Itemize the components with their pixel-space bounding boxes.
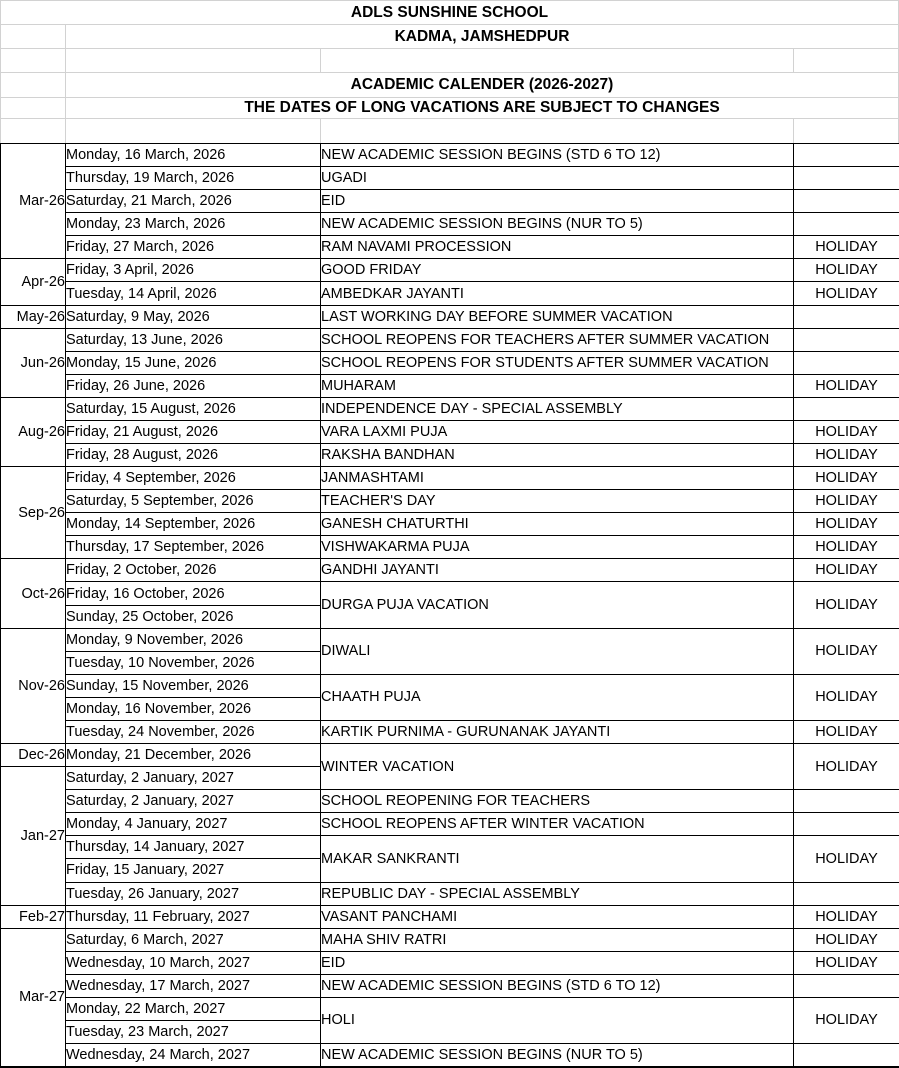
calendar-row	[1, 628, 899, 651]
calendar-row	[1, 836, 899, 859]
calendar-row	[1, 905, 899, 928]
date-cell: Friday, 27 March, 2026	[66, 236, 321, 259]
date-cell: Monday, 16 March, 2026	[66, 144, 321, 167]
holiday-cell	[794, 790, 899, 813]
date-cell: Wednesday, 24 March, 2027	[66, 1044, 321, 1067]
event-cell: VASANT PANCHAMI	[321, 905, 794, 928]
holiday-cell: HOLIDAY	[794, 559, 899, 582]
calendar-row	[1, 259, 899, 282]
date-cell: Saturday, 15 August, 2026	[66, 397, 321, 420]
calendar-row	[1, 351, 899, 374]
holiday-cell	[794, 882, 899, 905]
header-blank-row	[1, 49, 898, 73]
calendar-row	[1, 420, 899, 443]
calendar-row	[1, 559, 899, 582]
calendar-row	[1, 236, 899, 259]
calendar-subtitle-row	[1, 98, 898, 119]
school-location-row	[1, 25, 898, 49]
calendar-row	[1, 1044, 899, 1067]
event-cell: WINTER VACATION	[321, 744, 794, 790]
header-spacer-cell	[1, 49, 66, 72]
date-cell: Monday, 16 November, 2026	[66, 697, 321, 720]
date-cell: Saturday, 6 March, 2027	[66, 928, 321, 951]
holiday-cell	[794, 167, 899, 190]
date-cell: Friday, 2 October, 2026	[66, 559, 321, 582]
date-cell: Wednesday, 17 March, 2027	[66, 974, 321, 997]
calendar-row	[1, 744, 899, 767]
event-cell: TEACHER'S DAY	[321, 490, 794, 513]
calendar-row	[1, 467, 899, 490]
header-spacer-cell	[794, 119, 898, 143]
date-cell: Monday, 22 March, 2027	[66, 997, 321, 1020]
holiday-cell: HOLIDAY	[794, 674, 899, 720]
month-cell: Oct-26	[1, 559, 66, 628]
holiday-cell: HOLIDAY	[794, 490, 899, 513]
event-cell: NEW ACADEMIC SESSION BEGINS (STD 6 TO 12)	[321, 974, 794, 997]
holiday-cell	[794, 190, 899, 213]
event-cell: MUHARAM	[321, 374, 794, 397]
event-cell: EID	[321, 951, 794, 974]
header-spacer-cell	[66, 49, 321, 72]
holiday-cell: HOLIDAY	[794, 744, 899, 790]
event-cell: VARA LAXMI PUJA	[321, 420, 794, 443]
header-spacer-cell	[321, 49, 794, 72]
event-cell: DIWALI	[321, 628, 794, 674]
month-cell: Aug-26	[1, 397, 66, 466]
holiday-cell	[794, 305, 899, 328]
holiday-cell: HOLIDAY	[794, 236, 899, 259]
calendar-row	[1, 790, 899, 813]
date-cell: Saturday, 2 January, 2027	[66, 767, 321, 790]
event-cell: EID	[321, 190, 794, 213]
holiday-cell: HOLIDAY	[794, 720, 899, 743]
calendar-row	[1, 928, 899, 951]
date-cell: Friday, 26 June, 2026	[66, 374, 321, 397]
holiday-cell: HOLIDAY	[794, 444, 899, 467]
event-cell: MAKAR SANKRANTI	[321, 836, 794, 882]
header-blank-row	[1, 119, 898, 143]
event-cell: REPUBLIC DAY - SPECIAL ASSEMBLY	[321, 882, 794, 905]
date-cell: Friday, 15 January, 2027	[66, 859, 321, 882]
date-cell: Monday, 23 March, 2026	[66, 213, 321, 236]
header-spacer-cell	[1, 98, 66, 118]
calendar-row	[1, 997, 899, 1020]
school-name: ADLS SUNSHINE SCHOOL	[350, 3, 549, 21]
event-cell: NEW ACADEMIC SESSION BEGINS (NUR TO 5)	[321, 1044, 794, 1067]
event-cell: NEW ACADEMIC SESSION BEGINS (NUR TO 5)	[321, 213, 794, 236]
holiday-cell: HOLIDAY	[794, 951, 899, 974]
month-cell: Nov-26	[1, 628, 66, 743]
event-cell: SCHOOL REOPENING FOR TEACHERS	[321, 790, 794, 813]
date-cell: Tuesday, 14 April, 2026	[66, 282, 321, 305]
calendar-row	[1, 144, 899, 167]
header-spacer-cell	[321, 119, 794, 143]
calendar-row	[1, 974, 899, 997]
sheet-header	[0, 0, 899, 143]
header-spacer-cell	[66, 119, 321, 143]
event-cell: NEW ACADEMIC SESSION BEGINS (STD 6 TO 12)	[321, 144, 794, 167]
calendar-row	[1, 813, 899, 836]
event-cell: SCHOOL REOPENS AFTER WINTER VACATION	[321, 813, 794, 836]
event-cell: RAKSHA BANDHAN	[321, 444, 794, 467]
holiday-cell: HOLIDAY	[794, 928, 899, 951]
school-name-row	[1, 1, 898, 25]
calendar-row	[1, 536, 899, 559]
event-cell: SCHOOL REOPENS FOR STUDENTS AFTER SUMMER VACATION	[321, 351, 794, 374]
date-cell: Thursday, 19 March, 2026	[66, 167, 321, 190]
holiday-cell: HOLIDAY	[794, 905, 899, 928]
date-cell: Saturday, 9 May, 2026	[66, 305, 321, 328]
event-cell: CHAATH PUJA	[321, 674, 794, 720]
holiday-cell: HOLIDAY	[794, 420, 899, 443]
event-cell: GOOD FRIDAY	[321, 259, 794, 282]
event-cell: RAM NAVAMI PROCESSION	[321, 236, 794, 259]
month-cell: Mar-26	[1, 144, 66, 259]
calendar-row	[1, 374, 899, 397]
date-cell: Monday, 14 September, 2026	[66, 513, 321, 536]
holiday-cell	[794, 1044, 899, 1067]
calendar-subtitle: THE DATES OF LONG VACATIONS ARE SUBJECT TO CHANGES	[244, 99, 720, 116]
event-cell: HOLI	[321, 997, 794, 1043]
event-cell: MAHA SHIV RATRI	[321, 928, 794, 951]
holiday-cell: HOLIDAY	[794, 836, 899, 882]
holiday-cell: HOLIDAY	[794, 374, 899, 397]
header-spacer-cell	[1, 25, 66, 48]
calendar-row	[1, 674, 899, 697]
holiday-cell: HOLIDAY	[794, 628, 899, 674]
calendar-row	[1, 397, 899, 420]
calendar-row	[1, 328, 899, 351]
event-cell: GANDHI JAYANTI	[321, 559, 794, 582]
month-cell: May-26	[1, 305, 66, 328]
event-cell: GANESH CHATURTHI	[321, 513, 794, 536]
calendar-row	[1, 167, 899, 190]
date-cell: Friday, 3 April, 2026	[66, 259, 321, 282]
date-cell: Thursday, 11 February, 2027	[66, 905, 321, 928]
school-location: KADMA, JAMSHEDPUR	[394, 27, 570, 45]
calendar-row	[1, 282, 899, 305]
date-cell: Sunday, 15 November, 2026	[66, 674, 321, 697]
holiday-cell: HOLIDAY	[794, 282, 899, 305]
event-cell: AMBEDKAR JAYANTI	[321, 282, 794, 305]
calendar-title-row	[1, 73, 898, 98]
event-cell: SCHOOL REOPENS FOR TEACHERS AFTER SUMMER VACATION	[321, 328, 794, 351]
date-cell: Wednesday, 10 March, 2027	[66, 951, 321, 974]
header-spacer-cell	[1, 119, 66, 143]
date-cell: Monday, 4 January, 2027	[66, 813, 321, 836]
event-cell: KARTIK PURNIMA - GURUNANAK JAYANTI	[321, 720, 794, 743]
calendar-title: ACADEMIC CALENDER (2026-2027)	[350, 76, 614, 93]
month-cell: Jun-26	[1, 328, 66, 397]
calendar-row	[1, 305, 899, 328]
date-cell: Friday, 21 August, 2026	[66, 420, 321, 443]
calendar-row	[1, 490, 899, 513]
holiday-cell	[794, 328, 899, 351]
calendar-row	[1, 951, 899, 974]
date-cell: Friday, 28 August, 2026	[66, 444, 321, 467]
holiday-cell	[794, 974, 899, 997]
event-cell: UGADI	[321, 167, 794, 190]
holiday-cell	[794, 213, 899, 236]
calendar-row	[1, 213, 899, 236]
calendar-row	[1, 582, 899, 605]
holiday-cell: HOLIDAY	[794, 513, 899, 536]
date-cell: Sunday, 25 October, 2026	[66, 605, 321, 628]
date-cell: Friday, 16 October, 2026	[66, 582, 321, 605]
date-cell: Saturday, 5 September, 2026	[66, 490, 321, 513]
month-cell: Dec-26	[1, 744, 66, 767]
month-cell: Mar-27	[1, 928, 66, 1067]
date-cell: Tuesday, 23 March, 2027	[66, 1020, 321, 1043]
header-spacer-cell	[1, 73, 66, 97]
date-cell: Tuesday, 26 January, 2027	[66, 882, 321, 905]
holiday-cell: HOLIDAY	[794, 259, 899, 282]
holiday-cell: HOLIDAY	[794, 467, 899, 490]
header-spacer-cell	[794, 49, 898, 72]
month-cell: Sep-26	[1, 467, 66, 559]
date-cell: Thursday, 14 January, 2027	[66, 836, 321, 859]
calendar-table	[0, 143, 899, 1068]
date-cell: Monday, 21 December, 2026	[66, 744, 321, 767]
date-cell: Saturday, 13 June, 2026	[66, 328, 321, 351]
date-cell: Thursday, 17 September, 2026	[66, 536, 321, 559]
calendar-row	[1, 720, 899, 743]
event-cell: DURGA PUJA VACATION	[321, 582, 794, 628]
holiday-cell	[794, 351, 899, 374]
date-cell: Monday, 9 November, 2026	[66, 628, 321, 651]
event-cell: LAST WORKING DAY BEFORE SUMMER VACATION	[321, 305, 794, 328]
date-cell: Tuesday, 10 November, 2026	[66, 651, 321, 674]
calendar-row	[1, 190, 899, 213]
date-cell: Saturday, 2 January, 2027	[66, 790, 321, 813]
date-cell: Monday, 15 June, 2026	[66, 351, 321, 374]
event-cell: JANMASHTAMI	[321, 467, 794, 490]
holiday-cell: HOLIDAY	[794, 536, 899, 559]
date-cell: Tuesday, 24 November, 2026	[66, 720, 321, 743]
date-cell: Friday, 4 September, 2026	[66, 467, 321, 490]
event-cell: VISHWAKARMA PUJA	[321, 536, 794, 559]
date-cell: Saturday, 21 March, 2026	[66, 190, 321, 213]
calendar-row	[1, 882, 899, 905]
holiday-cell	[794, 397, 899, 420]
holiday-cell	[794, 813, 899, 836]
month-cell: Apr-26	[1, 259, 66, 305]
month-cell: Feb-27	[1, 905, 66, 928]
holiday-cell: HOLIDAY	[794, 582, 899, 628]
calendar-row	[1, 513, 899, 536]
holiday-cell	[794, 144, 899, 167]
event-cell: INDEPENDENCE DAY - SPECIAL ASSEMBLY	[321, 397, 794, 420]
holiday-cell: HOLIDAY	[794, 997, 899, 1043]
month-cell: Jan-27	[1, 767, 66, 905]
calendar-row	[1, 444, 899, 467]
